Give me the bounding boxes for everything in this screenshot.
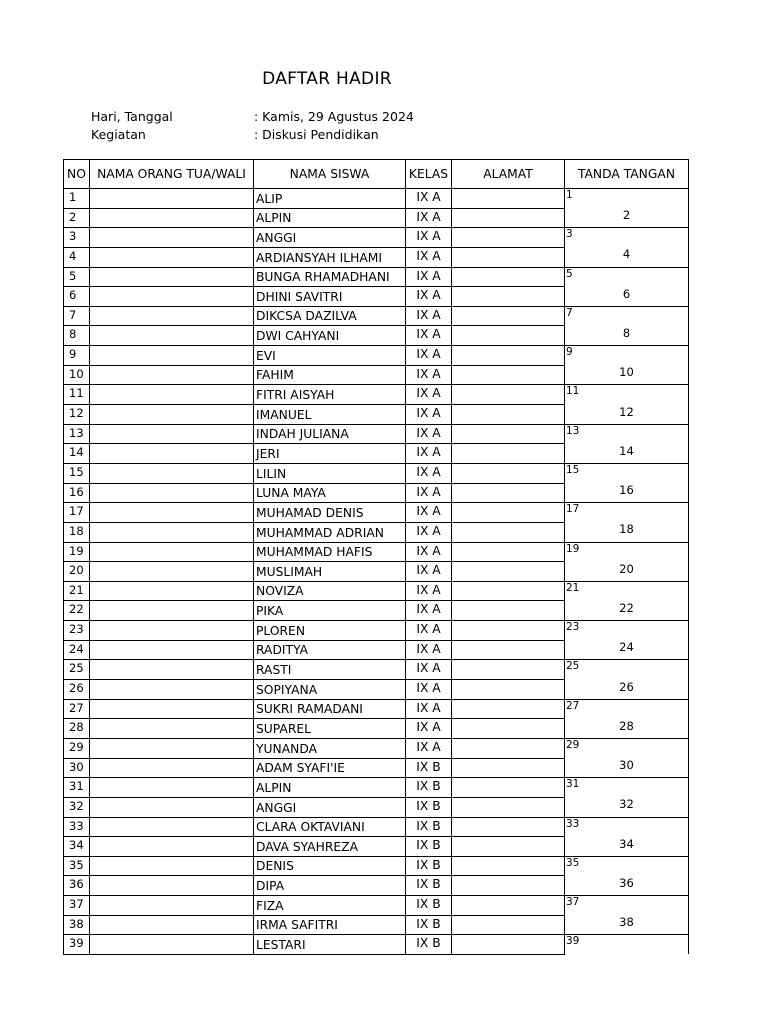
row-address[interactable] (452, 385, 565, 405)
row-no: 30 (64, 758, 90, 778)
row-address[interactable] (452, 208, 565, 228)
row-student-name: ALPIN (254, 778, 406, 798)
row-no: 13 (64, 424, 90, 444)
row-class: IX B (406, 935, 452, 955)
meta-value-date: : Kamis, 29 Agustus 2024 (254, 109, 414, 124)
row-no: 24 (64, 640, 90, 660)
row-class: IX A (406, 287, 452, 307)
row-signature[interactable]: 13 (565, 424, 689, 444)
row-address[interactable] (452, 542, 565, 562)
row-signature[interactable]: 10 (565, 365, 689, 385)
row-parent-name[interactable] (90, 758, 254, 778)
row-parent-name[interactable] (90, 601, 254, 621)
table-row (64, 306, 689, 326)
row-signature[interactable]: 34 (565, 837, 689, 857)
row-address[interactable] (452, 699, 565, 719)
row-class: IX A (406, 680, 452, 700)
row-class: IX B (406, 915, 452, 935)
row-address[interactable] (452, 856, 565, 876)
row-parent-name[interactable] (90, 424, 254, 444)
row-parent-name[interactable] (90, 385, 254, 405)
row-student-name: ADAM SYAFI'IE (254, 758, 406, 778)
row-address[interactable] (452, 935, 565, 955)
row-class: IX B (406, 797, 452, 817)
row-student-name: DHINI SAVITRI (254, 287, 406, 307)
row-class: IX B (406, 817, 452, 837)
row-address[interactable] (452, 267, 565, 287)
row-signature[interactable]: 17 (565, 503, 689, 523)
row-signature[interactable]: 22 (565, 601, 689, 621)
row-class: IX B (406, 758, 452, 778)
row-student-name: INDAH JULIANA (254, 424, 406, 444)
row-no: 11 (64, 385, 90, 405)
row-address[interactable] (452, 640, 565, 660)
row-student-name: FAHIM (254, 365, 406, 385)
header-student-name: NAMA SISWA (254, 160, 406, 189)
row-signature[interactable]: 16 (565, 483, 689, 503)
row-no: 21 (64, 581, 90, 601)
row-address[interactable] (452, 738, 565, 758)
row-class: IX A (406, 581, 452, 601)
row-address[interactable] (452, 896, 565, 916)
table-row (64, 365, 689, 385)
row-student-name: YUNANDA (254, 738, 406, 758)
row-student-name: BUNGA RHAMADHANI (254, 267, 406, 287)
row-class: IX A (406, 640, 452, 660)
row-no: 32 (64, 797, 90, 817)
row-parent-name[interactable] (90, 405, 254, 425)
table-row (64, 542, 689, 562)
row-parent-name[interactable] (90, 896, 254, 916)
row-signature[interactable]: 1 (565, 189, 689, 209)
row-student-name: SUPAREL (254, 719, 406, 739)
row-no: 5 (64, 267, 90, 287)
row-class: IX A (406, 483, 452, 503)
row-parent-name[interactable] (90, 267, 254, 287)
row-class: IX A (406, 562, 452, 582)
table-row (64, 758, 689, 778)
row-student-name: PIKA (254, 601, 406, 621)
row-signature[interactable]: 24 (565, 640, 689, 660)
table-row (64, 503, 689, 523)
row-student-name: LESTARI (254, 935, 406, 955)
row-student-name: IMANUEL (254, 405, 406, 425)
row-parent-name[interactable] (90, 778, 254, 798)
row-class: IX B (406, 778, 452, 798)
row-parent-name[interactable] (90, 463, 254, 483)
row-no: 34 (64, 837, 90, 857)
row-student-name: DAVA SYAHREZA (254, 837, 406, 857)
row-student-name: RADITYA (254, 640, 406, 660)
row-student-name: SOPIYANA (254, 680, 406, 700)
row-address[interactable] (452, 287, 565, 307)
row-signature[interactable]: 27 (565, 699, 689, 719)
meta-label-date: Hari, Tanggal (91, 109, 173, 124)
row-class: IX B (406, 837, 452, 857)
table-row (64, 228, 689, 248)
table-row (64, 837, 689, 857)
table-row (64, 189, 689, 209)
row-address[interactable] (452, 503, 565, 523)
row-signature[interactable]: 32 (565, 797, 689, 817)
row-student-name: ALIP (254, 189, 406, 209)
row-no: 22 (64, 601, 90, 621)
row-class: IX A (406, 601, 452, 621)
row-student-name: MUHAMAD DENIS (254, 503, 406, 523)
row-class: IX A (406, 228, 452, 248)
row-parent-name[interactable] (90, 522, 254, 542)
row-parent-name[interactable] (90, 680, 254, 700)
row-signature[interactable]: 25 (565, 660, 689, 680)
row-parent-name[interactable] (90, 208, 254, 228)
row-address[interactable] (452, 758, 565, 778)
table-row (64, 581, 689, 601)
row-parent-name[interactable] (90, 346, 254, 366)
row-signature[interactable]: 15 (565, 463, 689, 483)
row-student-name: FITRI AISYAH (254, 385, 406, 405)
row-student-name: MUHAMMAD HAFIS (254, 542, 406, 562)
row-no: 9 (64, 346, 90, 366)
row-student-name: DIPA (254, 876, 406, 896)
row-student-name: DWI CAHYANI (254, 326, 406, 346)
row-address[interactable] (452, 405, 565, 425)
row-parent-name[interactable] (90, 503, 254, 523)
row-parent-name[interactable] (90, 247, 254, 267)
row-no: 26 (64, 680, 90, 700)
row-class: IX A (406, 189, 452, 209)
row-signature[interactable]: 14 (565, 444, 689, 464)
row-address[interactable] (452, 719, 565, 739)
row-parent-name[interactable] (90, 562, 254, 582)
row-address[interactable] (452, 522, 565, 542)
row-parent-name[interactable] (90, 660, 254, 680)
row-student-name: ARDIANSYAH ILHAMI (254, 247, 406, 267)
row-student-name: PLOREN (254, 621, 406, 641)
table-row (64, 247, 689, 267)
row-no: 28 (64, 719, 90, 739)
row-no: 12 (64, 405, 90, 425)
row-parent-name[interactable] (90, 621, 254, 641)
row-address[interactable] (452, 365, 565, 385)
row-address[interactable] (452, 562, 565, 582)
row-address[interactable] (452, 326, 565, 346)
row-address[interactable] (452, 601, 565, 621)
row-address[interactable] (452, 463, 565, 483)
row-no: 25 (64, 660, 90, 680)
row-address[interactable] (452, 797, 565, 817)
table-row (64, 817, 689, 837)
row-class: IX A (406, 621, 452, 641)
row-no: 15 (64, 463, 90, 483)
row-no: 16 (64, 483, 90, 503)
header-class: KELAS (406, 160, 452, 189)
row-signature[interactable]: 28 (565, 719, 689, 739)
table-row (64, 601, 689, 621)
header-no: NO (64, 160, 90, 189)
row-address[interactable] (452, 778, 565, 798)
row-no: 8 (64, 326, 90, 346)
row-class: IX A (406, 247, 452, 267)
table-row (64, 935, 689, 955)
row-student-name: CLARA OKTAVIANI (254, 817, 406, 837)
table-row (64, 483, 689, 503)
row-student-name: NOVIZA (254, 581, 406, 601)
row-signature[interactable]: 23 (565, 621, 689, 641)
row-student-name: ALPIN (254, 208, 406, 228)
row-address[interactable] (452, 424, 565, 444)
row-parent-name[interactable] (90, 935, 254, 955)
row-no: 35 (64, 856, 90, 876)
row-student-name: ANGGI (254, 797, 406, 817)
row-class: IX A (406, 405, 452, 425)
row-signature[interactable]: 26 (565, 680, 689, 700)
row-parent-name[interactable] (90, 797, 254, 817)
row-parent-name[interactable] (90, 856, 254, 876)
table-row (64, 896, 689, 916)
row-signature[interactable]: 35 (565, 856, 689, 876)
row-no: 33 (64, 817, 90, 837)
row-parent-name[interactable] (90, 640, 254, 660)
table-row (64, 444, 689, 464)
row-class: IX A (406, 719, 452, 739)
row-student-name: SUKRI RAMADANI (254, 699, 406, 719)
row-no: 27 (64, 699, 90, 719)
row-class: IX A (406, 424, 452, 444)
row-address[interactable] (452, 483, 565, 503)
table-row (64, 699, 689, 719)
row-address[interactable] (452, 876, 565, 896)
row-signature[interactable]: 37 (565, 896, 689, 916)
row-class: IX A (406, 385, 452, 405)
table-header-row (64, 160, 689, 189)
row-signature[interactable]: 11 (565, 385, 689, 405)
row-student-name: JERI (254, 444, 406, 464)
table-row (64, 424, 689, 444)
row-no: 23 (64, 621, 90, 641)
row-class: IX A (406, 365, 452, 385)
row-parent-name[interactable] (90, 837, 254, 857)
row-no: 31 (64, 778, 90, 798)
row-signature[interactable]: 3 (565, 228, 689, 248)
table-row (64, 915, 689, 935)
row-no: 3 (64, 228, 90, 248)
row-class: IX B (406, 856, 452, 876)
row-no: 4 (64, 247, 90, 267)
row-class: IX A (406, 346, 452, 366)
row-parent-name[interactable] (90, 365, 254, 385)
row-class: IX A (406, 326, 452, 346)
row-no: 20 (64, 562, 90, 582)
row-address[interactable] (452, 660, 565, 680)
row-student-name: IRMA SAFITRI (254, 915, 406, 935)
row-signature[interactable]: 36 (565, 876, 689, 896)
row-parent-name[interactable] (90, 189, 254, 209)
row-signature[interactable]: 4 (565, 247, 689, 267)
row-signature[interactable]: 6 (565, 287, 689, 307)
row-no: 38 (64, 915, 90, 935)
row-parent-name[interactable] (90, 915, 254, 935)
row-no: 1 (64, 189, 90, 209)
row-signature[interactable]: 9 (565, 346, 689, 366)
row-signature[interactable]: 18 (565, 522, 689, 542)
row-parent-name[interactable] (90, 817, 254, 837)
meta-value-activity: : Diskusi Pendidikan (254, 127, 379, 142)
row-parent-name[interactable] (90, 542, 254, 562)
row-signature[interactable]: 8 (565, 326, 689, 346)
row-signature[interactable]: 29 (565, 738, 689, 758)
row-address[interactable] (452, 346, 565, 366)
row-no: 7 (64, 306, 90, 326)
table-row (64, 208, 689, 228)
row-no: 18 (64, 522, 90, 542)
row-signature[interactable]: 39 (565, 935, 689, 955)
row-address[interactable] (452, 680, 565, 700)
row-parent-name[interactable] (90, 444, 254, 464)
table-row (64, 778, 689, 798)
row-class: IX B (406, 896, 452, 916)
table-row (64, 797, 689, 817)
row-parent-name[interactable] (90, 306, 254, 326)
table-row (64, 562, 689, 582)
row-student-name: RASTI (254, 660, 406, 680)
table-row (64, 385, 689, 405)
row-parent-name[interactable] (90, 581, 254, 601)
row-signature[interactable]: 19 (565, 542, 689, 562)
table-row (64, 621, 689, 641)
row-student-name: EVI (254, 346, 406, 366)
row-signature[interactable]: 2 (565, 208, 689, 228)
row-no: 17 (64, 503, 90, 523)
header-address: ALAMAT (452, 160, 565, 189)
row-address[interactable] (452, 621, 565, 641)
row-parent-name[interactable] (90, 699, 254, 719)
table-row (64, 267, 689, 287)
row-parent-name[interactable] (90, 738, 254, 758)
row-class: IX A (406, 267, 452, 287)
row-signature[interactable]: 7 (565, 306, 689, 326)
row-no: 39 (64, 935, 90, 955)
row-class: IX A (406, 699, 452, 719)
row-no: 2 (64, 208, 90, 228)
row-signature[interactable]: 12 (565, 405, 689, 425)
row-class: IX A (406, 208, 452, 228)
table-row (64, 463, 689, 483)
row-signature[interactable]: 30 (565, 758, 689, 778)
table-row (64, 719, 689, 739)
table-row (64, 640, 689, 660)
row-class: IX A (406, 542, 452, 562)
row-signature[interactable]: 20 (565, 562, 689, 582)
row-no: 14 (64, 444, 90, 464)
table-row (64, 405, 689, 425)
table-row (64, 680, 689, 700)
table-row (64, 287, 689, 307)
row-parent-name[interactable] (90, 876, 254, 896)
row-class: IX A (406, 660, 452, 680)
row-student-name: DIKCSA DAZILVA (254, 306, 406, 326)
row-no: 36 (64, 876, 90, 896)
row-student-name: MUHAMMAD ADRIAN (254, 522, 406, 542)
row-student-name: MUSLIMAH (254, 562, 406, 582)
row-student-name: LILIN (254, 463, 406, 483)
row-address[interactable] (452, 444, 565, 464)
row-class: IX A (406, 522, 452, 542)
header-parent-name: NAMA ORANG TUA/WALI (90, 160, 254, 189)
table-row (64, 738, 689, 758)
row-signature[interactable]: 5 (565, 267, 689, 287)
meta-label-activity: Kegiatan (91, 127, 146, 142)
row-address[interactable] (452, 837, 565, 857)
header-signature: TANDA TANGAN (565, 160, 689, 189)
row-address[interactable] (452, 817, 565, 837)
row-signature[interactable]: 31 (565, 778, 689, 798)
row-student-name: LUNA MAYA (254, 483, 406, 503)
row-no: 6 (64, 287, 90, 307)
table-row (64, 522, 689, 542)
table-row (64, 876, 689, 896)
row-signature[interactable]: 38 (565, 915, 689, 935)
row-address[interactable] (452, 247, 565, 267)
table-row (64, 856, 689, 876)
row-parent-name[interactable] (90, 483, 254, 503)
table-row (64, 346, 689, 366)
row-parent-name[interactable] (90, 228, 254, 248)
row-parent-name[interactable] (90, 287, 254, 307)
page-title: DAFTAR HADIR (262, 69, 392, 89)
row-signature[interactable]: 21 (565, 581, 689, 601)
row-no: 37 (64, 896, 90, 916)
row-class: IX A (406, 306, 452, 326)
row-address[interactable] (452, 306, 565, 326)
row-address[interactable] (452, 189, 565, 209)
row-parent-name[interactable] (90, 719, 254, 739)
row-class: IX A (406, 444, 452, 464)
row-class: IX B (406, 876, 452, 896)
row-no: 29 (64, 738, 90, 758)
row-student-name: DENIS (254, 856, 406, 876)
table-row (64, 660, 689, 680)
row-no: 19 (64, 542, 90, 562)
row-student-name: FIZA (254, 896, 406, 916)
row-no: 10 (64, 365, 90, 385)
row-address[interactable] (452, 915, 565, 935)
attendance-table (63, 159, 689, 955)
row-student-name: ANGGI (254, 228, 406, 248)
row-address[interactable] (452, 581, 565, 601)
row-parent-name[interactable] (90, 326, 254, 346)
row-address[interactable] (452, 228, 565, 248)
row-class: IX A (406, 463, 452, 483)
row-class: IX A (406, 503, 452, 523)
row-class: IX A (406, 738, 452, 758)
table-row (64, 326, 689, 346)
row-signature[interactable]: 33 (565, 817, 689, 837)
